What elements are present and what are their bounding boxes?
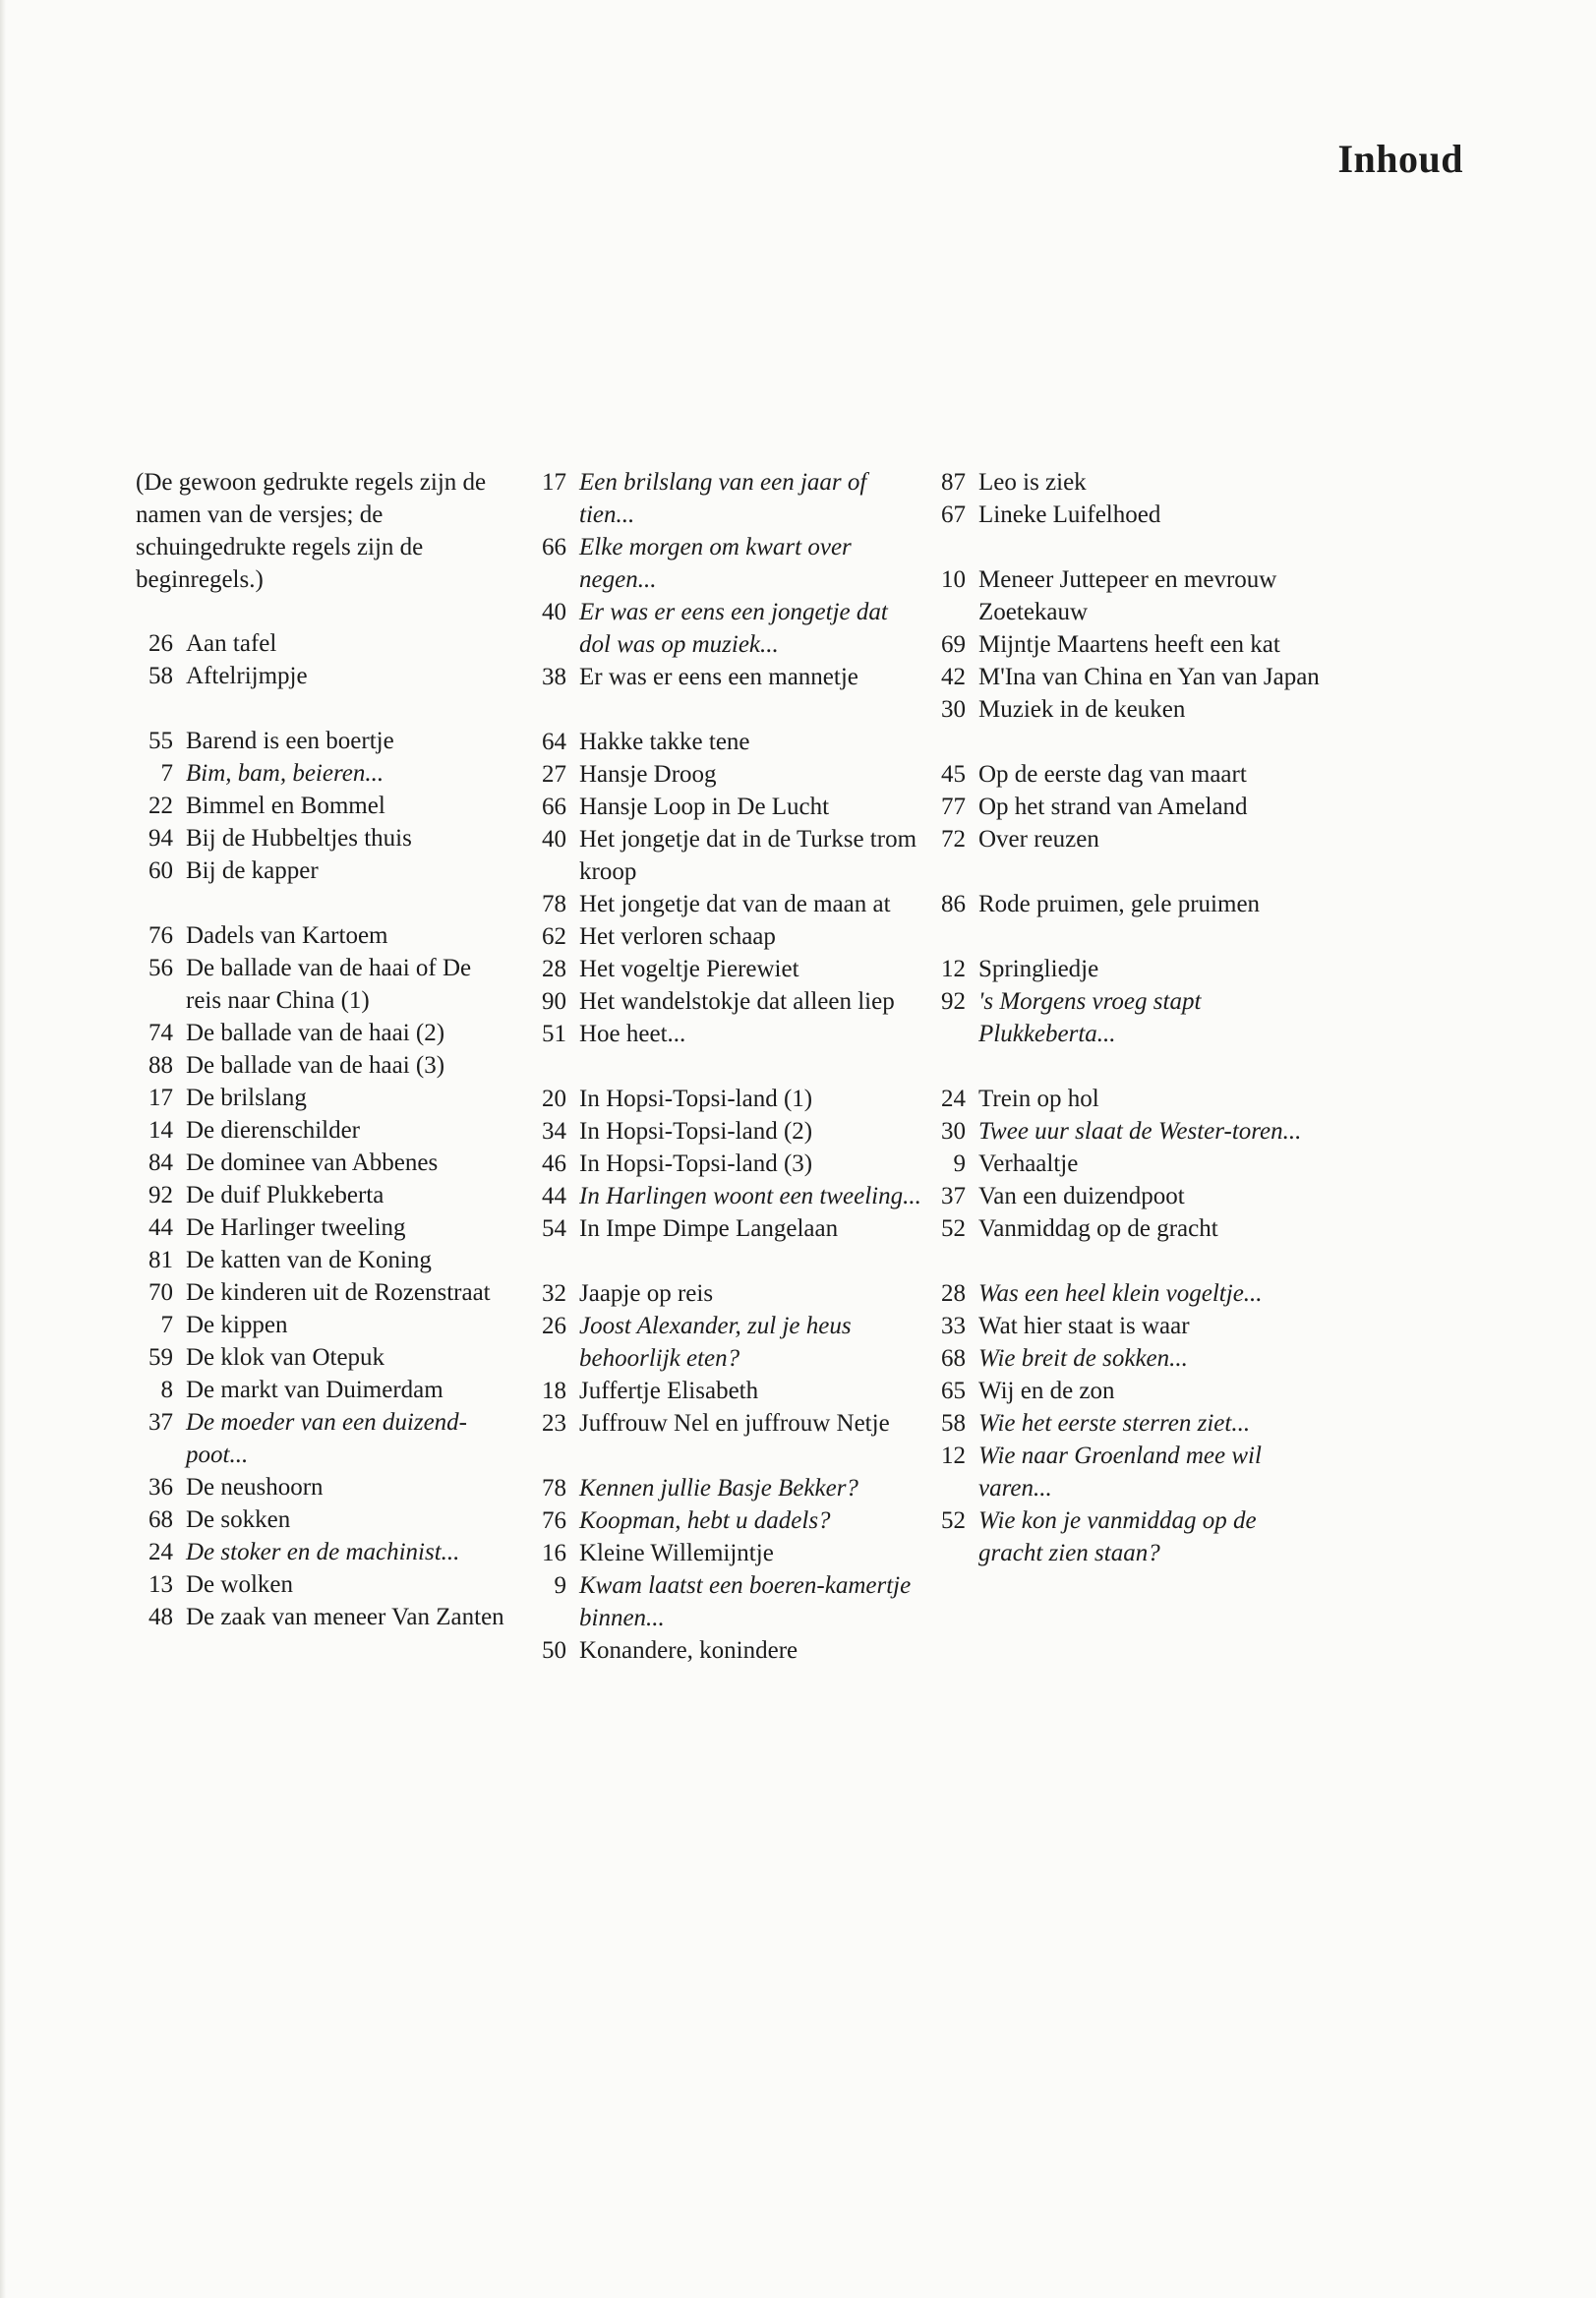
page-number: 12 <box>941 1443 966 1469</box>
page-number: 76 <box>542 1507 566 1534</box>
page-number: 76 <box>148 922 173 949</box>
toc-entry <box>529 661 922 693</box>
page-number: 64 <box>542 729 566 755</box>
toc-entry <box>136 1147 509 1179</box>
poem-title: Over reuzen <box>978 826 1099 853</box>
toc-group <box>928 1083 1322 1245</box>
first-line-text: De moeder van een duizend-poot... <box>186 1409 468 1468</box>
first-line-text: Joost Alexander, zul je heus behoorlijk eten? <box>579 1313 852 1372</box>
toc-entry <box>136 1503 509 1536</box>
poem-title: Kleine Willemijntje <box>579 1540 774 1566</box>
poem-title: M'Ina van China en Yan van Japan <box>978 664 1320 690</box>
page-number: 33 <box>941 1313 966 1339</box>
page-number: 51 <box>542 1021 566 1047</box>
page-number: 36 <box>148 1474 173 1501</box>
page-number: 94 <box>148 825 173 852</box>
toc-group <box>529 466 922 693</box>
first-line-text: Wie breit de sokken... <box>978 1345 1188 1372</box>
toc-entry <box>136 757 509 790</box>
toc-entry <box>529 466 922 531</box>
page-number: 34 <box>542 1118 566 1145</box>
first-line-text: Er was er eens een jongetje dat dol was op muziek... <box>579 599 888 658</box>
poem-title: Wij en de zon <box>978 1378 1115 1404</box>
page-number: 84 <box>148 1149 173 1176</box>
toc-entry <box>529 888 922 920</box>
toc-groups <box>529 466 922 1667</box>
toc-entry <box>529 1180 922 1212</box>
poem-title: Bij de Hubbeltjes thuis <box>186 825 412 852</box>
page-number: 14 <box>148 1117 173 1144</box>
page-number: 27 <box>542 761 566 788</box>
page-number: 45 <box>941 761 966 788</box>
page-number: 52 <box>941 1507 966 1534</box>
poem-title: Op de eerste dag van maart <box>978 761 1247 788</box>
toc-entry <box>136 1568 509 1601</box>
poem-title: Van een duizendpoot <box>978 1183 1185 1209</box>
poem-title: De katten van de Koning <box>186 1247 432 1273</box>
page-number: 44 <box>542 1183 566 1209</box>
page-number: 9 <box>953 1150 966 1177</box>
poem-title: Hansje Loop in De Lucht <box>579 794 830 820</box>
toc-group <box>928 758 1322 855</box>
toc-entry <box>529 920 922 953</box>
page-number: 17 <box>148 1085 173 1111</box>
page-number: 78 <box>542 891 566 917</box>
first-line-text: Elke morgen om kwart over negen... <box>579 534 852 593</box>
page-number: 72 <box>941 826 966 853</box>
toc-entry <box>136 952 509 1017</box>
first-line-text: Wie kon je vanmiddag op de gracht zien staan? <box>978 1507 1257 1566</box>
page-number: 7 <box>160 1312 173 1338</box>
page-number: 10 <box>941 566 966 593</box>
toc-entry <box>529 985 922 1018</box>
poem-title: De sokken <box>186 1506 291 1533</box>
page-number: 70 <box>148 1279 173 1306</box>
page-number: 42 <box>941 664 966 690</box>
toc-entry <box>136 854 509 887</box>
poem-title: Dadels van Kartoem <box>186 922 388 949</box>
toc-entry <box>529 1083 922 1115</box>
poem-title: Het vogeltje Pierewiet <box>579 956 799 982</box>
toc-entry <box>928 1180 1322 1212</box>
toc-entry <box>529 823 922 888</box>
poem-title: Hakke takke tene <box>579 729 750 755</box>
page-number: 74 <box>148 1020 173 1046</box>
toc-group <box>928 1277 1322 1569</box>
page-edge-shadow <box>0 0 6 2298</box>
first-line-text: Kennen jullie Basje Bekker? <box>579 1475 858 1502</box>
page-number: 28 <box>941 1280 966 1307</box>
toc-entry <box>928 661 1322 693</box>
toc-entry <box>928 1375 1322 1407</box>
toc-group <box>136 627 509 692</box>
page-number: 87 <box>941 469 966 496</box>
toc-entry <box>136 1471 509 1503</box>
toc-entry <box>136 1211 509 1244</box>
poem-title: Aan tafel <box>186 630 277 657</box>
toc-entry <box>529 1537 922 1569</box>
toc-group <box>928 953 1322 1050</box>
toc-entry <box>928 1440 1322 1504</box>
poem-title: Juffertje Elisabeth <box>579 1378 759 1404</box>
toc-entry <box>136 1082 509 1114</box>
toc-groups <box>136 627 509 1633</box>
toc-entry <box>136 1601 509 1633</box>
page-number: 62 <box>542 923 566 950</box>
page-number: 86 <box>941 891 966 917</box>
toc-entry <box>928 823 1322 855</box>
toc-entry <box>136 725 509 757</box>
toc-entry <box>529 1375 922 1407</box>
poem-title: De klok van Otepuk <box>186 1344 385 1371</box>
poem-title: Het jongetje dat van de maan at <box>579 891 891 917</box>
toc-entry <box>529 531 922 596</box>
toc-entry <box>529 1212 922 1245</box>
toc-entry <box>928 888 1322 920</box>
toc-entry <box>928 1212 1322 1245</box>
toc-entry <box>136 790 509 822</box>
toc-entry <box>136 1341 509 1374</box>
poem-title: De kinderen uit de Rozenstraat <box>186 1279 491 1306</box>
page-number: 56 <box>148 955 173 981</box>
page-number: 30 <box>941 1118 966 1145</box>
poem-title: Bimmel en Bommel <box>186 793 385 819</box>
page-number: 9 <box>554 1572 566 1599</box>
page-number: 48 <box>148 1604 173 1630</box>
toc-entry <box>928 1148 1322 1180</box>
first-line-text: In Harlingen woont een tweeling... <box>579 1183 921 1209</box>
page-number: 40 <box>542 826 566 853</box>
page-number: 92 <box>941 988 966 1015</box>
toc-entry <box>136 1114 509 1147</box>
page-number: 54 <box>542 1215 566 1242</box>
poem-title: Jaapje op reis <box>579 1280 714 1307</box>
toc-entry <box>529 758 922 791</box>
toc-group <box>928 563 1322 726</box>
poem-title: In Hopsi-Topsi-land (1) <box>579 1086 813 1112</box>
toc-entry <box>928 466 1322 499</box>
poem-title: Aftelrijmpje <box>186 663 308 689</box>
toc-entry <box>928 1277 1322 1310</box>
toc-column-3 <box>928 466 1322 1602</box>
poem-title: Het wandelstokje dat alleen liep <box>579 988 895 1015</box>
poem-title: De ballade van de haai of De reis naar China (1) <box>186 955 472 1014</box>
toc-entry <box>136 1374 509 1406</box>
toc-group <box>136 919 509 1633</box>
poem-title: De dierenschilder <box>186 1117 361 1144</box>
toc-entry <box>529 1277 922 1310</box>
page-number: 65 <box>941 1378 966 1404</box>
page-title: Inhoud <box>1337 137 1463 181</box>
page-number: 38 <box>542 664 566 690</box>
toc-entry <box>928 1083 1322 1115</box>
page-number: 55 <box>148 728 173 754</box>
toc-entry <box>928 693 1322 726</box>
poem-title: In Hopsi-Topsi-land (2) <box>579 1118 813 1145</box>
first-line-text: Wie naar Groenland mee wil varen... <box>978 1443 1262 1502</box>
page-number: 66 <box>542 534 566 560</box>
poem-title: Op het strand van Ameland <box>978 794 1248 820</box>
first-line-text: Een brilslang van een jaar of tien... <box>579 469 867 528</box>
first-line-text: Kwam laatst een boeren-kamertje binnen... <box>579 1572 912 1631</box>
first-line-text: Twee uur slaat de Wester-toren... <box>978 1118 1302 1145</box>
toc-entry <box>529 1569 922 1634</box>
toc-entry <box>136 660 509 692</box>
intro-note: (De gewoon gedrukte regels zijn de namen van de versjes; de schuingedrukte regels zijn de beginregels.) <box>136 469 487 593</box>
page-number: 52 <box>941 1215 966 1242</box>
poem-title: Verhaaltje <box>978 1150 1079 1177</box>
poem-title: De ballade van de haai (3) <box>186 1052 445 1079</box>
first-line-text: Koopman, hebt u dadels? <box>579 1507 831 1534</box>
page-number: 12 <box>941 956 966 982</box>
page-number: 81 <box>148 1247 173 1273</box>
page-number: 67 <box>941 501 966 528</box>
page-number: 46 <box>542 1150 566 1177</box>
page-number: 20 <box>542 1086 566 1112</box>
page-number: 44 <box>148 1214 173 1241</box>
page-number: 58 <box>148 663 173 689</box>
toc-entry <box>529 1504 922 1537</box>
poem-title: Springliedje <box>978 956 1099 982</box>
poem-title: Muziek in de keuken <box>978 696 1186 723</box>
toc-entry <box>928 1115 1322 1148</box>
page-number: 37 <box>941 1183 966 1209</box>
poem-title: De Harlinger tweeling <box>186 1214 406 1241</box>
toc-entry <box>529 1115 922 1148</box>
toc-entry <box>928 1504 1322 1569</box>
page-number: 24 <box>941 1086 966 1112</box>
poem-title: Er was er eens een mannetje <box>579 664 858 690</box>
poem-title: Lineke Luifelhoed <box>978 501 1161 528</box>
poem-title: Hoe heet... <box>579 1021 686 1047</box>
toc-entry <box>529 726 922 758</box>
poem-title: De neushoorn <box>186 1474 324 1501</box>
poem-title: In Impe Dimpe Langelaan <box>579 1215 839 1242</box>
page-number: 40 <box>542 599 566 625</box>
page-number: 7 <box>160 760 173 787</box>
poem-title: Bij de kapper <box>186 857 319 884</box>
poem-title: Barend is een boertje <box>186 728 394 754</box>
toc-entry <box>136 1049 509 1082</box>
toc-entry <box>136 1536 509 1568</box>
page-number: 78 <box>542 1475 566 1502</box>
page-number: 26 <box>542 1313 566 1339</box>
page-number: 69 <box>941 631 966 658</box>
toc-entry <box>928 985 1322 1050</box>
toc-entry <box>928 953 1322 985</box>
toc-group <box>529 726 922 1050</box>
poem-title: De markt van Duimerdam <box>186 1377 443 1403</box>
toc-entry <box>529 791 922 823</box>
toc-entry <box>136 627 509 660</box>
toc-group <box>529 1277 922 1440</box>
toc-entry <box>136 919 509 952</box>
page-number: 22 <box>148 793 173 819</box>
toc-entry <box>529 1018 922 1050</box>
poem-title: Hansje Droog <box>579 761 717 788</box>
toc-entry <box>928 499 1322 531</box>
toc-entry <box>529 1148 922 1180</box>
toc-entry <box>136 1179 509 1211</box>
toc-entry <box>529 1472 922 1504</box>
toc-entry <box>928 791 1322 823</box>
poem-title: Leo is ziek <box>978 469 1087 496</box>
first-line-text: Wie het eerste sterren ziet... <box>978 1410 1251 1437</box>
page-number: 26 <box>148 630 173 657</box>
poem-title: Rode pruimen, gele pruimen <box>978 891 1261 917</box>
toc-group <box>136 725 509 887</box>
poem-title: De ballade van de haai (2) <box>186 1020 445 1046</box>
poem-title: Juffrouw Nel en juffrouw Netje <box>579 1410 890 1437</box>
toc-group <box>928 466 1322 531</box>
poem-title: De zaak van meneer Van Zanten <box>186 1604 504 1630</box>
page-number: 32 <box>542 1280 566 1307</box>
toc-entry <box>928 758 1322 791</box>
poem-title: De wolken <box>186 1571 293 1598</box>
poem-title: Het jongetje dat in de Turkse trom kroop <box>579 826 917 885</box>
page-number: 18 <box>542 1378 566 1404</box>
poem-title: De dominee van Abbenes <box>186 1149 439 1176</box>
toc-entry <box>928 1342 1322 1375</box>
toc-groups <box>928 466 1322 1569</box>
toc-entry <box>529 596 922 661</box>
toc-entry <box>136 1309 509 1341</box>
page-number: 60 <box>148 857 173 884</box>
poem-title: Konandere, konindere <box>579 1637 798 1664</box>
poem-title: De kippen <box>186 1312 288 1338</box>
toc-entry <box>928 563 1322 628</box>
page-number: 59 <box>148 1344 173 1371</box>
page-number: 92 <box>148 1182 173 1208</box>
poem-title: Trein op hol <box>978 1086 1099 1112</box>
poem-title: Het verloren schaap <box>579 923 776 950</box>
page-number: 28 <box>542 956 566 982</box>
page-number: 16 <box>542 1540 566 1566</box>
toc-entry <box>136 1406 509 1471</box>
page-number: 17 <box>542 469 566 496</box>
page-number: 8 <box>160 1377 173 1403</box>
poem-title: Mijntje Maartens heeft een kat <box>978 631 1280 658</box>
toc-column-1 <box>136 466 509 1666</box>
first-line-text: Was een heel klein vogeltje... <box>978 1280 1263 1307</box>
page-number: 37 <box>148 1409 173 1436</box>
toc-entry <box>529 1407 922 1440</box>
toc-group <box>529 1472 922 1667</box>
page-number: 68 <box>148 1506 173 1533</box>
toc-entry <box>529 953 922 985</box>
poem-title: Wat hier staat is waar <box>978 1313 1190 1339</box>
page-number: 30 <box>941 696 966 723</box>
toc-entry <box>136 822 509 854</box>
toc-column-2 <box>529 466 922 1699</box>
toc-entry <box>529 1634 922 1667</box>
toc-entry <box>136 1244 509 1276</box>
page-number: 13 <box>148 1571 173 1598</box>
page-number: 50 <box>542 1637 566 1664</box>
poem-title: De brilslang <box>186 1085 307 1111</box>
first-line-text: 's Morgens vroeg stapt Plukkeberta... <box>978 988 1202 1047</box>
first-line-text: De stoker en de machinist... <box>186 1539 460 1565</box>
page-number: 24 <box>148 1539 173 1565</box>
page-number: 90 <box>542 988 566 1015</box>
toc-entry <box>136 1017 509 1049</box>
page-number: 66 <box>542 794 566 820</box>
poem-title: In Hopsi-Topsi-land (3) <box>579 1150 813 1177</box>
poem-title: Vanmiddag op de gracht <box>978 1215 1218 1242</box>
poem-title: Meneer Juttepeer en mevrouw Zoetekauw <box>978 566 1277 625</box>
page-number: 77 <box>941 794 966 820</box>
toc-entry <box>928 1310 1322 1342</box>
toc-entry <box>928 1407 1322 1440</box>
page-number: 88 <box>148 1052 173 1079</box>
poem-title: De duif Plukkeberta <box>186 1182 384 1208</box>
page-number: 58 <box>941 1410 966 1437</box>
toc-group <box>529 1083 922 1245</box>
page-number: 68 <box>941 1345 966 1372</box>
first-line-text: Bim, bam, beieren... <box>186 760 384 787</box>
page-number: 23 <box>542 1410 566 1437</box>
toc-entry <box>928 628 1322 661</box>
toc-entry <box>136 1276 509 1309</box>
toc-group <box>928 888 1322 920</box>
toc-entry <box>529 1310 922 1375</box>
